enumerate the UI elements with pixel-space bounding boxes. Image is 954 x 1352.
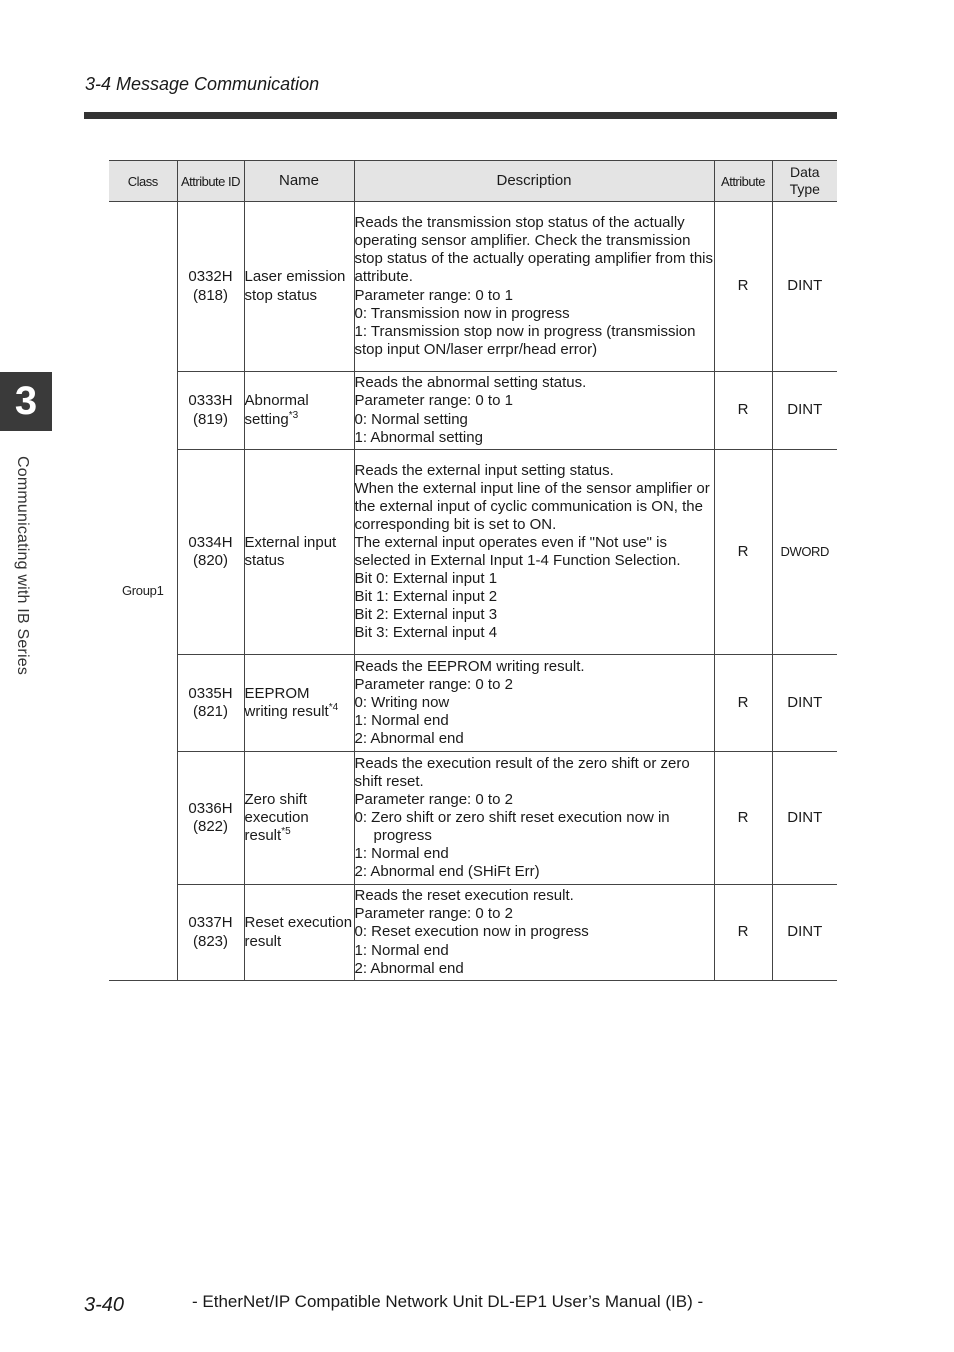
description-line: Bit 2: External input 3 bbox=[354, 606, 498, 624]
description-cell bbox=[354, 885, 714, 981]
table-row bbox=[109, 752, 837, 885]
attribute-id-dec: (821) bbox=[192, 703, 229, 720]
attribute-cell: R bbox=[714, 752, 772, 885]
name-cell bbox=[244, 372, 354, 450]
description-line: 1: Transmission stop now in progress (transmission stop input ON/laser errpr/head error) bbox=[354, 322, 696, 358]
attribute-id-dec: (819) bbox=[192, 410, 229, 428]
description-line: 2: Abnormal end (SHiFt Err) bbox=[354, 863, 540, 881]
description-line: The external input operates even if "Not use" is selected in External Input 1-4 Function Selection. bbox=[354, 533, 681, 569]
description-line: Parameter range: 0 to 1 bbox=[354, 392, 513, 410]
class-cell: Group1 bbox=[109, 202, 177, 981]
name-cell bbox=[244, 885, 354, 981]
name-text: Laser emission stop status bbox=[244, 268, 346, 304]
description-line: Bit 0: External input 1 bbox=[354, 570, 498, 588]
name-cell bbox=[244, 202, 354, 372]
data-type-cell: DINT bbox=[772, 885, 837, 981]
data-type-cell: DINT bbox=[772, 372, 837, 450]
description-line: Parameter range: 0 to 2 bbox=[354, 905, 513, 923]
attribute-id-cell bbox=[177, 202, 244, 372]
name-cell bbox=[244, 752, 354, 885]
attribute-id-cell bbox=[177, 372, 244, 450]
attribute-id-dec: (818) bbox=[192, 286, 229, 304]
footnote-marker: *4 bbox=[328, 702, 339, 713]
attribute-id-hex: 0336H bbox=[188, 799, 233, 817]
data-type-cell: DWORD bbox=[772, 450, 837, 655]
description-line: 1: Abnormal setting bbox=[354, 428, 483, 446]
col-header-attribute: Attribute bbox=[714, 161, 772, 202]
name-text: EEPROM writing result bbox=[244, 684, 329, 720]
name-text: Reset execution result bbox=[244, 914, 353, 950]
col-header-description: Description bbox=[354, 161, 714, 202]
description-line: 2: Abnormal end bbox=[354, 959, 464, 977]
col-header-name: Name bbox=[244, 161, 354, 202]
attribute-table bbox=[109, 160, 837, 981]
description-line: Reads the execution result of the zero shift or zero shift reset. bbox=[354, 754, 690, 790]
attribute-id-hex: 0337H bbox=[188, 914, 233, 932]
description-cell bbox=[354, 202, 714, 372]
attribute-id-dec: (823) bbox=[192, 932, 229, 950]
description-cell bbox=[354, 372, 714, 450]
footer-manual-title: - EtherNet/IP Compatible Network Unit DL-EP1 User’s Manual (IB) - bbox=[192, 1292, 704, 1311]
table-row bbox=[109, 450, 837, 655]
name-cell bbox=[244, 655, 354, 752]
description-line: progress bbox=[373, 827, 432, 845]
attribute-id-hex: 0335H bbox=[188, 684, 233, 702]
description-line: 1: Normal end bbox=[354, 712, 449, 730]
description-line: Bit 3: External input 4 bbox=[354, 624, 498, 642]
header-rule bbox=[84, 112, 837, 119]
col-header-class: Class bbox=[109, 161, 177, 202]
attribute-id-cell bbox=[177, 655, 244, 752]
name-cell bbox=[244, 450, 354, 655]
description-cell bbox=[354, 450, 714, 655]
description-line: Reads the abnormal setting status. bbox=[354, 374, 587, 392]
description-line: 0: Normal setting bbox=[354, 410, 468, 428]
attribute-id-cell bbox=[177, 752, 244, 885]
col-header-data-type: Data Type bbox=[772, 161, 837, 202]
description-line: 2: Abnormal end bbox=[354, 730, 464, 748]
name-text: Abnormal setting bbox=[244, 392, 309, 428]
description-line: Bit 1: External input 2 bbox=[354, 588, 498, 606]
chapter-side-label: Communicating with IB Series bbox=[14, 456, 31, 676]
description-line: Parameter range: 0 to 2 bbox=[354, 675, 513, 693]
table-row bbox=[109, 202, 837, 372]
description-line: Reads the external input setting status. bbox=[354, 461, 614, 479]
footnote-marker: *3 bbox=[288, 409, 299, 421]
section-title: 3-4 Message Communication bbox=[85, 74, 320, 94]
description-line: Reads the transmission stop status of the actually operating sensor amplifier. Check the transmission stop status of the actually operating amplifier from this attribute. bbox=[354, 214, 714, 286]
attribute-cell: R bbox=[714, 450, 772, 655]
data-type-cell: DINT bbox=[772, 752, 837, 885]
attribute-id-cell bbox=[177, 450, 244, 655]
attribute-id-cell bbox=[177, 885, 244, 981]
attribute-cell: R bbox=[714, 202, 772, 372]
attribute-id-dec: (820) bbox=[192, 552, 229, 569]
data-type-cell: DINT bbox=[772, 202, 837, 372]
description-line: 0: Transmission now in progress bbox=[354, 304, 570, 322]
description-line: 0: Zero shift or zero shift reset execution now in bbox=[354, 808, 670, 826]
description-line: Reads the reset execution result. bbox=[354, 887, 574, 905]
description-line: Reads the EEPROM writing result. bbox=[354, 657, 585, 675]
data-type-cell: DINT bbox=[772, 655, 837, 752]
attribute-id-hex: 0334H bbox=[188, 533, 233, 551]
table-row bbox=[109, 372, 837, 450]
table-row bbox=[109, 655, 837, 752]
chapter-tab: 3 bbox=[0, 372, 52, 431]
description-line: 0: Writing now bbox=[354, 693, 450, 711]
attribute-id-dec: (822) bbox=[192, 818, 229, 835]
attribute-cell: R bbox=[714, 885, 772, 981]
description-line: 0: Reset execution now in progress bbox=[354, 923, 589, 941]
name-text: External input status bbox=[244, 533, 337, 569]
description-cell bbox=[354, 655, 714, 752]
page-number: 3-40 bbox=[84, 1294, 125, 1316]
attribute-cell: R bbox=[714, 372, 772, 450]
attribute-id-hex: 0333H bbox=[188, 392, 233, 410]
name-text: Zero shift execution result bbox=[244, 790, 309, 845]
attribute-id-hex: 0332H bbox=[188, 268, 233, 286]
table-header-row bbox=[109, 161, 837, 202]
description-line: 1: Normal end bbox=[354, 941, 449, 959]
description-line: Parameter range: 0 to 1 bbox=[354, 286, 513, 304]
footnote-marker: *5 bbox=[281, 826, 291, 838]
description-line: When the external input line of the sensor amplifier or the external input of cyclic communication is ON, the corresponding bit is set to ON. bbox=[354, 479, 710, 533]
description-line: 1: Normal end bbox=[354, 845, 449, 863]
col-header-attribute-id: Attribute ID bbox=[177, 161, 244, 202]
description-cell bbox=[354, 752, 714, 885]
table-row bbox=[109, 885, 837, 981]
attribute-cell: R bbox=[714, 655, 772, 752]
description-line: Parameter range: 0 to 2 bbox=[354, 790, 513, 808]
